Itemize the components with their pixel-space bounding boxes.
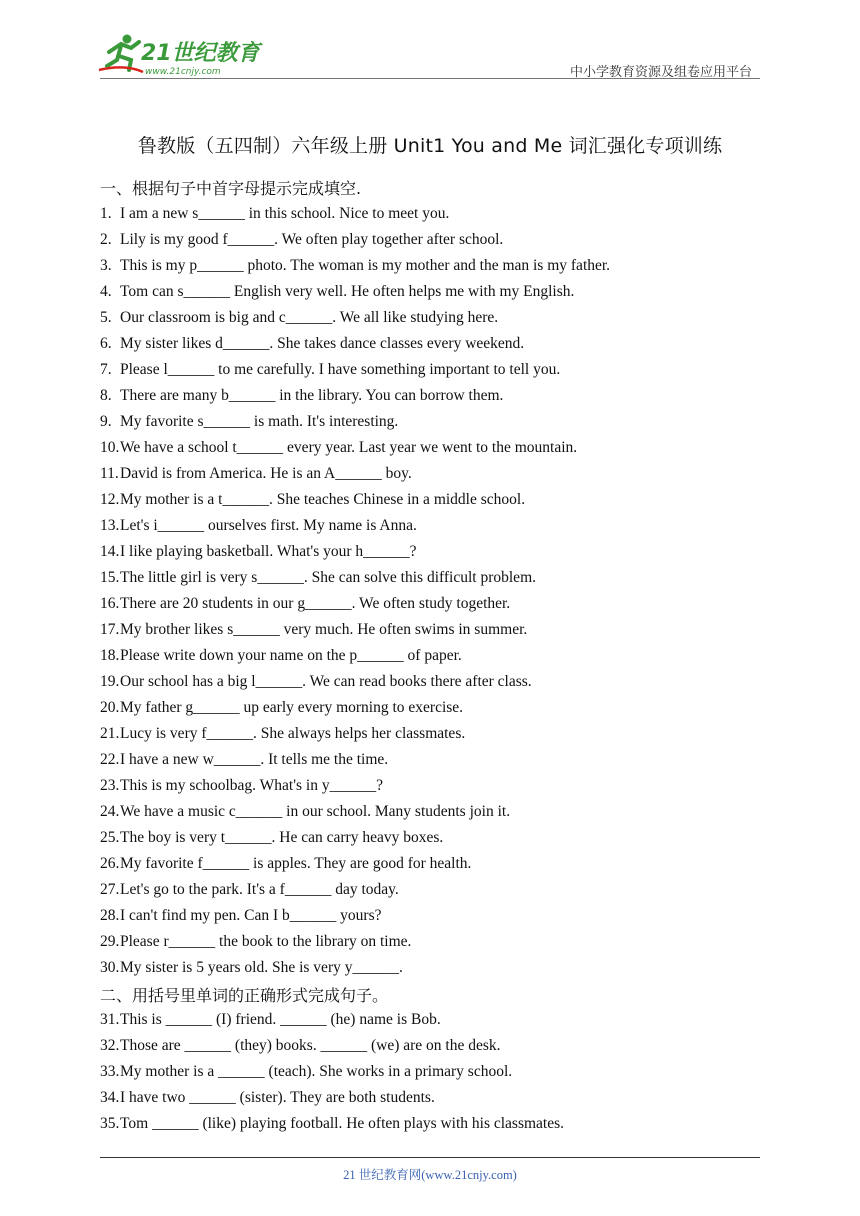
question-item <box>100 409 610 435</box>
question-item <box>100 1033 564 1059</box>
question-item <box>100 799 610 825</box>
section-1-list <box>100 201 610 981</box>
question-item <box>100 227 610 253</box>
question-number: 34. <box>100 1089 120 1106</box>
question-text: Please l______ to me carefully. I have something important to tell you. <box>120 361 561 378</box>
question-number: 27. <box>100 881 120 898</box>
footer-divider <box>100 1157 760 1158</box>
question-item <box>100 825 610 851</box>
question-number: 14. <box>100 543 120 560</box>
question-item <box>100 565 610 591</box>
question-text: Tom ______ (like) playing football. He often plays with his classmates. <box>120 1115 565 1132</box>
logo-url: www.21cnjy.com <box>145 67 221 77</box>
question-text: The little girl is very s______. She can solve this difficult problem. <box>120 569 536 586</box>
question-item <box>100 877 610 903</box>
question-item <box>100 253 610 279</box>
question-text: Tom can s______ English very well. He often helps me with my English. <box>120 283 575 300</box>
question-text: My sister likes d______. She takes dance classes every weekend. <box>120 335 525 352</box>
question-item <box>100 721 610 747</box>
question-item <box>100 591 610 617</box>
question-number: 8. <box>100 387 112 404</box>
question-number: 13. <box>100 517 120 534</box>
question-item <box>100 903 610 929</box>
question-text: We have a school t______ every year. Last year we went to the mountain. <box>120 439 578 456</box>
question-number: 32. <box>100 1037 120 1054</box>
question-text: Lily is my good f______. We often play together after school. <box>120 231 504 248</box>
question-item <box>100 357 610 383</box>
question-item <box>100 435 610 461</box>
question-number: 28. <box>100 907 120 924</box>
question-text: I have two ______ (sister). They are both students. <box>120 1089 435 1106</box>
question-number: 3. <box>100 257 112 274</box>
question-item <box>100 1085 564 1111</box>
question-text: My sister is 5 years old. She is very y______. <box>120 959 403 976</box>
question-item <box>100 383 610 409</box>
page-header <box>95 30 760 78</box>
section-2-heading: 二、用括号里单词的正确形式完成句子。 <box>100 986 389 1005</box>
logo-text: 21世纪教育 <box>141 41 260 66</box>
question-number: 10. <box>100 439 120 456</box>
question-text: I am a new s______ in this school. Nice to meet you. <box>120 205 450 222</box>
question-item <box>100 695 610 721</box>
question-text: Let's go to the park. It's a f______ day today. <box>120 881 399 898</box>
question-text: We have a music c______ in our school. Many students join it. <box>120 803 511 820</box>
question-text: My favorite s______ is math. It's interesting. <box>120 413 399 430</box>
question-number: 19. <box>100 673 120 690</box>
question-text: My mother is a ______ (teach). She works in a primary school. <box>120 1063 513 1080</box>
question-item <box>100 1007 564 1033</box>
question-text: The boy is very t______. He can carry heavy boxes. <box>120 829 444 846</box>
question-number: 9. <box>100 413 112 430</box>
question-number: 1. <box>100 205 112 222</box>
question-text: Let's i______ ourselves first. My name is Anna. <box>120 517 417 534</box>
question-number: 4. <box>100 283 112 300</box>
question-number: 31. <box>100 1011 120 1028</box>
question-item <box>100 773 610 799</box>
question-text: Our school has a big l______. We can read books there after class. <box>120 673 532 690</box>
question-number: 15. <box>100 569 120 586</box>
question-text: This is ______ (I) friend. ______ (he) name is Bob. <box>120 1011 441 1028</box>
question-text: I can't find my pen. Can I b______ yours? <box>120 907 382 924</box>
question-number: 33. <box>100 1063 120 1080</box>
question-text: My favorite f______ is apples. They are good for health. <box>120 855 472 872</box>
question-number: 11. <box>100 465 119 482</box>
question-item <box>100 1059 564 1085</box>
question-text: There are many b______ in the library. You can borrow them. <box>120 387 504 404</box>
question-item <box>100 643 610 669</box>
question-text: Please r______ the book to the library on time. <box>120 933 412 950</box>
question-number: 23. <box>100 777 120 794</box>
question-item <box>100 279 610 305</box>
question-text: This is my schoolbag. What's in y______? <box>120 777 383 794</box>
question-number: 16. <box>100 595 120 612</box>
question-item <box>100 513 610 539</box>
question-number: 20. <box>100 699 120 716</box>
question-item <box>100 617 610 643</box>
question-text: I like playing basketball. What's your h______? <box>120 543 417 560</box>
page-title: 鲁教版（五四制）六年级上册 Unit1 You and Me 词汇强化专项训练 <box>137 135 723 157</box>
question-text: Please write down your name on the p______ of paper. <box>120 647 462 664</box>
question-number: 5. <box>100 309 112 326</box>
footer-text: 21 世纪教育网(www.21cnjy.com) <box>343 1168 517 1182</box>
question-number: 18. <box>100 647 120 664</box>
question-text: My mother is a t______. She teaches Chinese in a middle school. <box>120 491 526 508</box>
question-item <box>100 461 610 487</box>
question-text: David is from America. He is an A______ boy. <box>120 465 412 482</box>
question-number: 17. <box>100 621 120 638</box>
section-2-list <box>100 1007 564 1137</box>
question-item <box>100 539 610 565</box>
question-number: 12. <box>100 491 120 508</box>
question-item <box>100 851 610 877</box>
question-item <box>100 1111 564 1137</box>
question-text: There are 20 students in our g______. We often study together. <box>120 595 511 612</box>
section-1-heading: 一、根据句子中首字母提示完成填空. <box>100 179 362 198</box>
question-item <box>100 669 610 695</box>
question-number: 22. <box>100 751 120 768</box>
question-number: 30. <box>100 959 120 976</box>
question-number: 6. <box>100 335 112 352</box>
21cnjy-logo <box>95 30 265 78</box>
header-divider <box>100 78 760 79</box>
question-number: 7. <box>100 361 112 378</box>
question-number: 35. <box>100 1115 120 1132</box>
question-text: This is my p______ photo. The woman is my mother and the man is my father. <box>120 257 611 274</box>
question-item <box>100 201 610 227</box>
question-text: My father g______ up early every morning to exercise. <box>120 699 464 716</box>
question-number: 26. <box>100 855 120 872</box>
question-text: Lucy is very f______. She always helps her classmates. <box>120 725 466 742</box>
question-number: 24. <box>100 803 120 820</box>
header-platform-text: 中小学教育资源及组卷应用平台 <box>569 65 752 80</box>
question-number: 25. <box>100 829 120 846</box>
question-text: My brother likes s______ very much. He often swims in summer. <box>120 621 528 638</box>
question-number: 2. <box>100 231 112 248</box>
question-item <box>100 305 610 331</box>
question-text: Our classroom is big and c______. We all like studying here. <box>120 309 499 326</box>
question-item <box>100 955 610 981</box>
question-item <box>100 487 610 513</box>
question-number: 21. <box>100 725 120 742</box>
question-number: 29. <box>100 933 120 950</box>
question-item <box>100 929 610 955</box>
question-item <box>100 747 610 773</box>
question-text: I have a new w______. It tells me the time. <box>120 751 389 768</box>
question-item <box>100 331 610 357</box>
question-text: Those are ______ (they) books. ______ (we) are on the desk. <box>120 1037 501 1054</box>
